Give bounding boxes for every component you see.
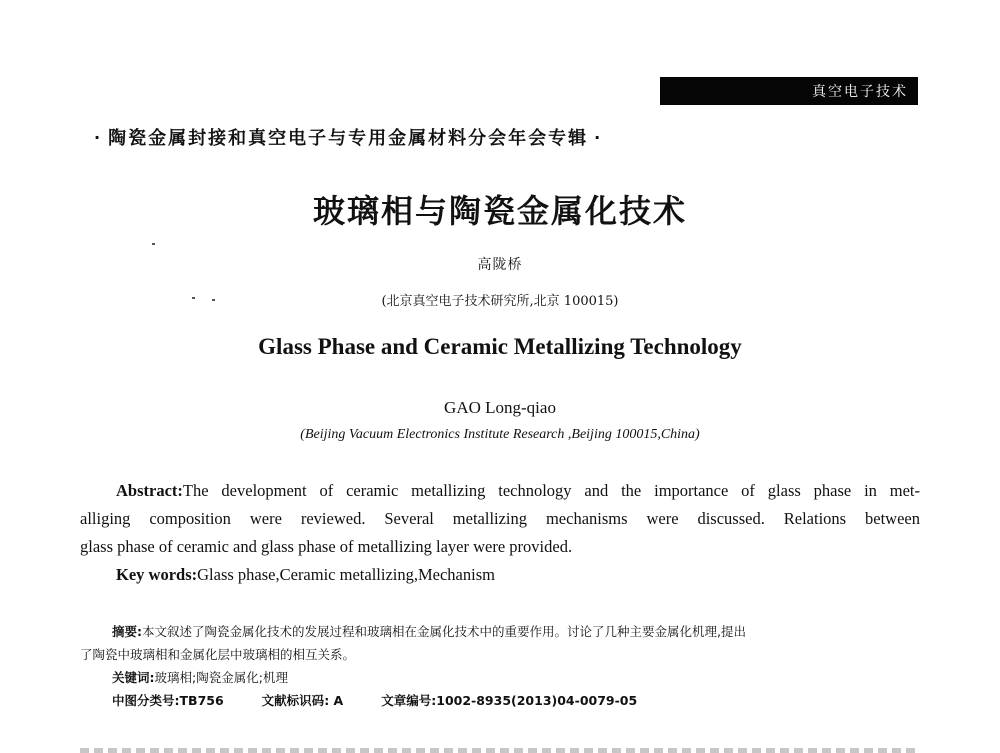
keywords-en-separator: : [191, 565, 198, 584]
keywords-en [80, 561, 920, 589]
abstract-cn-text-1: 本文叙述了陶瓷金属化技术的发展过程和玻璃相在金属化技术中的重要作用。讨论了几种主要金属化机理,提出 [142, 624, 746, 639]
abstract-cn [80, 620, 920, 712]
keywords-en-text: Glass phase,Ceramic metallizing,Mechanism [197, 565, 495, 584]
abstract-en-line-2: alliging composition were reviewed. Several metallizing mechanisms were discussed. Relations between [80, 509, 920, 528]
author-en: GAO Long-qiao [444, 398, 556, 417]
scan-speck [192, 297, 195, 299]
abstract-en-label: Abstract [116, 481, 178, 500]
article-id-label: 文章编号 [381, 693, 432, 708]
doc-code-value: A [333, 693, 344, 708]
keywords-cn-label: 关键词 [112, 670, 150, 685]
author-cn: 高陇桥 [477, 257, 523, 273]
abstract-en-text-1: The development of ceramic metallizing technology and the importance of glass phase in met- [182, 481, 920, 500]
abstract-en [80, 477, 920, 589]
affiliation-cn: (北京真空电子技术研究所,北京 100015) [381, 294, 619, 309]
affiliation-en: (Beijing Vacuum Electronics Institute Research ,Beijing 100015,China) [300, 427, 700, 442]
clc-value: TB756 [179, 693, 224, 708]
scan-speck [212, 299, 215, 301]
abstract-en-separator: : [177, 481, 183, 500]
keywords-cn-text: 玻璃相;陶瓷金属化;机理 [154, 670, 288, 685]
abstract-cn-line-2: 了陶瓷中玻璃相和金属化层中玻璃相的相互关系。 [80, 647, 356, 662]
banner-dot-right: · [594, 127, 603, 147]
abstract-en-line-1 [80, 477, 920, 505]
topic-banner-text: 陶瓷金属封接和真空电子与专用金属材料分会年会专辑 [108, 128, 589, 149]
keywords-en-label: Key words [116, 565, 192, 584]
article-id: 文章编号:1002-8935(2013)04-0079-05 [381, 693, 638, 708]
keywords-cn [80, 666, 920, 689]
document-code: 文献标识码: A [261, 693, 344, 708]
abstract-cn-label: 摘要 [112, 624, 138, 639]
clc-number: 中图分类号:TB756 [112, 693, 224, 708]
abstract-cn-line-1 [80, 620, 920, 643]
journal-name-badge [660, 77, 918, 105]
banner-dot-left: · [94, 127, 103, 147]
journal-name: 真空电子技术 [812, 84, 908, 100]
article-id-value: 1002-8935(2013)04-0079-05 [436, 693, 638, 708]
keywords-cn-separator: : [149, 670, 155, 685]
paper-title-cn: 玻璃相与陶瓷金属化技术 [312, 192, 687, 230]
abstract-cn-separator: : [137, 624, 143, 639]
paper-title-en: Glass Phase and Ceramic Metallizing Technology [258, 334, 742, 359]
clc-label: 中图分类号 [112, 693, 175, 708]
abstract-en-line-3: glass phase of ceramic and glass phase of metallizing layer were provided. [80, 537, 573, 556]
cut-off-next-line [80, 748, 920, 753]
scan-speck [152, 243, 155, 245]
topic-banner [88, 124, 608, 150]
doc-code-label: 文献标识码 [261, 693, 325, 708]
classification-row [80, 689, 920, 712]
